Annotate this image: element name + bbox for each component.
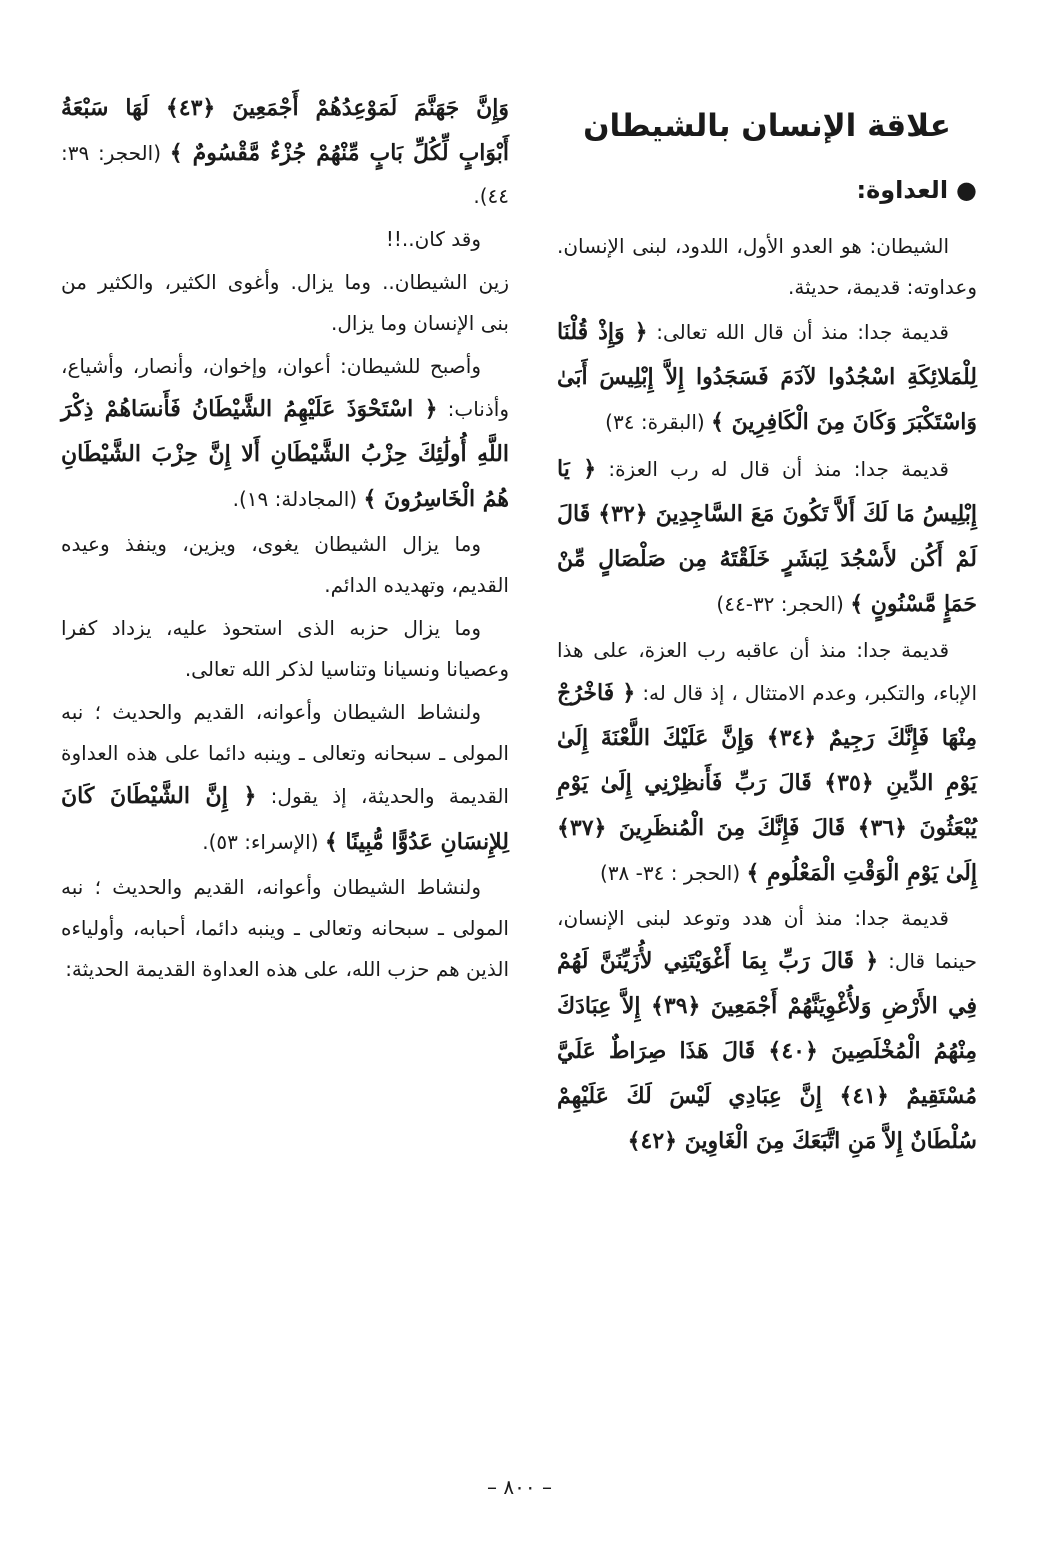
verse-reference: (المجادلة: ١٩). xyxy=(232,487,358,512)
paragraph-text: ولنشاط الشيطان وأعوانه، القديم والحديث ؛ نبه المولى ـ سبحانه وتعالى ـ وينبه دائما، أحبابه، وأولياءه الذين هم حزب الله، على هذه العداوة القديمة الحديثة: xyxy=(61,874,509,981)
quran-verse: ﴿ قَالَ رَبِّ بِمَا أَغْوَيْتَنِي لأُزَيِّنَنَّ لَهُمْ فِي الأَرْضِ وَلأُغْوِيَنَّهُمْ أَجْمَعِينَ ﴿٣٩﴾ إِلاَّ عِبَادَكَ مِنْهُمُ الْمُخْلَصِينَ ﴿٤٠﴾ قَالَ هَذَا صِرَاطٌ عَلَيَّ مُسْتَقِيمٌ ﴿٤١﴾ إِنَّ عِبَادِي لَيْسَ لَكَ عَلَيْهِمْ سُلْطَانٌ إِلاَّ مَنِ اتَّبَعَكَ مِنَ الْغَاوِينَ ﴿٤٢﴾ xyxy=(557,948,977,1155)
right-column xyxy=(557,92,977,1166)
paragraph xyxy=(557,226,977,308)
paragraph xyxy=(557,630,977,896)
paragraph xyxy=(61,867,509,990)
paragraph-text: ولنشاط الشيطان وأعوانه، القديم والحديث ؛ نبه المولى ـ سبحانه وتعالى ـ وينبه دائما على هذه العداوة القديمة والحديثة، إذ يقول: xyxy=(61,700,509,809)
paragraph-text: قديمة جدا: منذ أن قال له رب العزة: xyxy=(608,457,949,482)
quran-verse: ﴿ فَاخْرُجْ مِنْهَا فَإِنَّكَ رَجِيمٌ ﴿٣٤﴾ وَإِنَّ عَلَيْكَ اللَّعْنَةَ إِلَىٰ يَوْمِ الدِّينِ ﴿٣٥﴾ قَالَ رَبِّ فَأَنظِرْنِي إِلَىٰ يَوْمِ يُبْعَثُونَ ﴿٣٦﴾ قَالَ فَإِنَّكَ مِنَ الْمُنظَرِينَ ﴿٣٧﴾ إِلَىٰ يَوْمِ الْوَقْتِ الْمَعْلُومِ ﴾ xyxy=(557,679,977,886)
paragraph xyxy=(61,86,509,217)
paragraph xyxy=(557,898,977,1164)
paragraph xyxy=(61,692,509,864)
paragraph-text: قديمة جدا: منذ أن قال الله تعالى: xyxy=(656,319,949,344)
paragraph xyxy=(557,447,977,627)
paragraph xyxy=(557,310,977,445)
page-number: – ٨٠٠ – xyxy=(487,1475,552,1499)
verse-reference: (البقرة: ٣٤) xyxy=(605,410,705,435)
bullet-icon: ● xyxy=(956,176,977,205)
paragraph xyxy=(61,219,509,260)
paragraph-text: زين الشيطان.. وما يزال. وأغوى الكثير، والكثير من بنى الإنسان وما يزال. xyxy=(61,270,509,336)
paragraph-text: الشيطان: هو العدو الأول، اللدود، لبنى الإنسان. وعداوته: قديمة، حديثة. xyxy=(557,233,977,299)
quran-verse: ﴿ اسْتَحْوَذَ عَلَيْهِمُ الشَّيْطَانُ فَأَنسَاهُمْ ذِكْرَ اللَّهِ أُولَٰئِكَ حِزْبُ الشَّيْطَانِ أَلا إِنَّ حِزْبَ الشَّيْطَانِ هُمُ الْخَاسِرُونَ ﴾ xyxy=(61,396,509,513)
paragraph-text: وأصبح للشيطان: أعوان، وإخوان، وأنصار، وأشياع، وأذناب: xyxy=(61,354,509,422)
left-paragraphs xyxy=(61,86,509,990)
page-title: علاقة الإنسان بالشيطان xyxy=(583,108,951,144)
paragraph-text: وما يزال الشيطان يغوى، ويزين، وينفذ وعيده القديم، وتهديده الدائم. xyxy=(61,532,509,598)
verse-reference: (الحجر: ٣٩: ٤٤). xyxy=(61,141,509,209)
paragraph-text: قديمة جدا: منذ أن عاقبه رب العزة، على هذا الإباء، والتكبر، وعدم الامتثال ، إذ قال له: xyxy=(557,637,978,705)
quran-verse: ﴿ إِنَّ الشَّيْطَانَ كَانَ لِلإِنسَانِ عَدُوًّا مُّبِينًا ﴾ xyxy=(61,783,509,855)
verse-reference: (الحجر: ٣٢-٤٤) xyxy=(716,592,844,617)
section-heading xyxy=(557,174,977,208)
paragraph xyxy=(61,608,509,690)
verse-reference: (الإسراء: ٥٣). xyxy=(202,829,319,854)
paragraph-text: وما يزال حزبه الذى استحوذ عليه، يزداد كفرا وعصيانا ونسيانا وتناسيا لذكر الله تعالى. xyxy=(61,616,509,682)
quran-verse: ﴿ يَا إِبْلِيسُ مَا لَكَ أَلاَّ تَكُونَ مَعَ السَّاجِدِينَ ﴿٣٢﴾ قَالَ لَمْ أَكُن لأَسْجُدَ لِبَشَرٍ خَلَقْتَهُ مِن صَلْصَالٍ مِّنْ حَمَإٍ مَّسْنُونٍ ﴾ xyxy=(557,456,977,618)
paragraph xyxy=(61,524,509,606)
section-heading-label: العداوة: xyxy=(856,176,949,205)
right-paragraphs xyxy=(557,226,977,1165)
paragraph xyxy=(61,262,509,344)
left-column xyxy=(61,86,509,992)
verse-reference: (الحجر : ٣٤- ٣٨) xyxy=(600,860,741,885)
paragraph-text: قديمة جدا: منذ أن هدد وتوعد لبنى الإنسان، حينما قال: xyxy=(557,906,978,974)
quran-verse: ﴿ وَإِذْ قُلْنَا لِلْمَلائِكَةِ اسْجُدُوا لآدَمَ فَسَجَدُوا إِلاَّ إِبْلِيسَ أَبَىٰ وَاسْتَكْبَرَ وَكَانَ مِنَ الْكَافِرِينَ ﴾ xyxy=(557,318,977,436)
paragraph xyxy=(61,346,509,522)
quran-verse: وَإِنَّ جَهَنَّمَ لَمَوْعِدُهُمْ أَجْمَعِينَ ﴿٤٣﴾ لَهَا سَبْعَةُ أَبْوَابٍ لِّكُلِّ بَابٍ مِّنْهُمْ جُزْءٌ مَّقْسُومٌ ﴾ xyxy=(61,95,509,167)
paragraph-text: وقد كان..!! xyxy=(385,227,481,252)
